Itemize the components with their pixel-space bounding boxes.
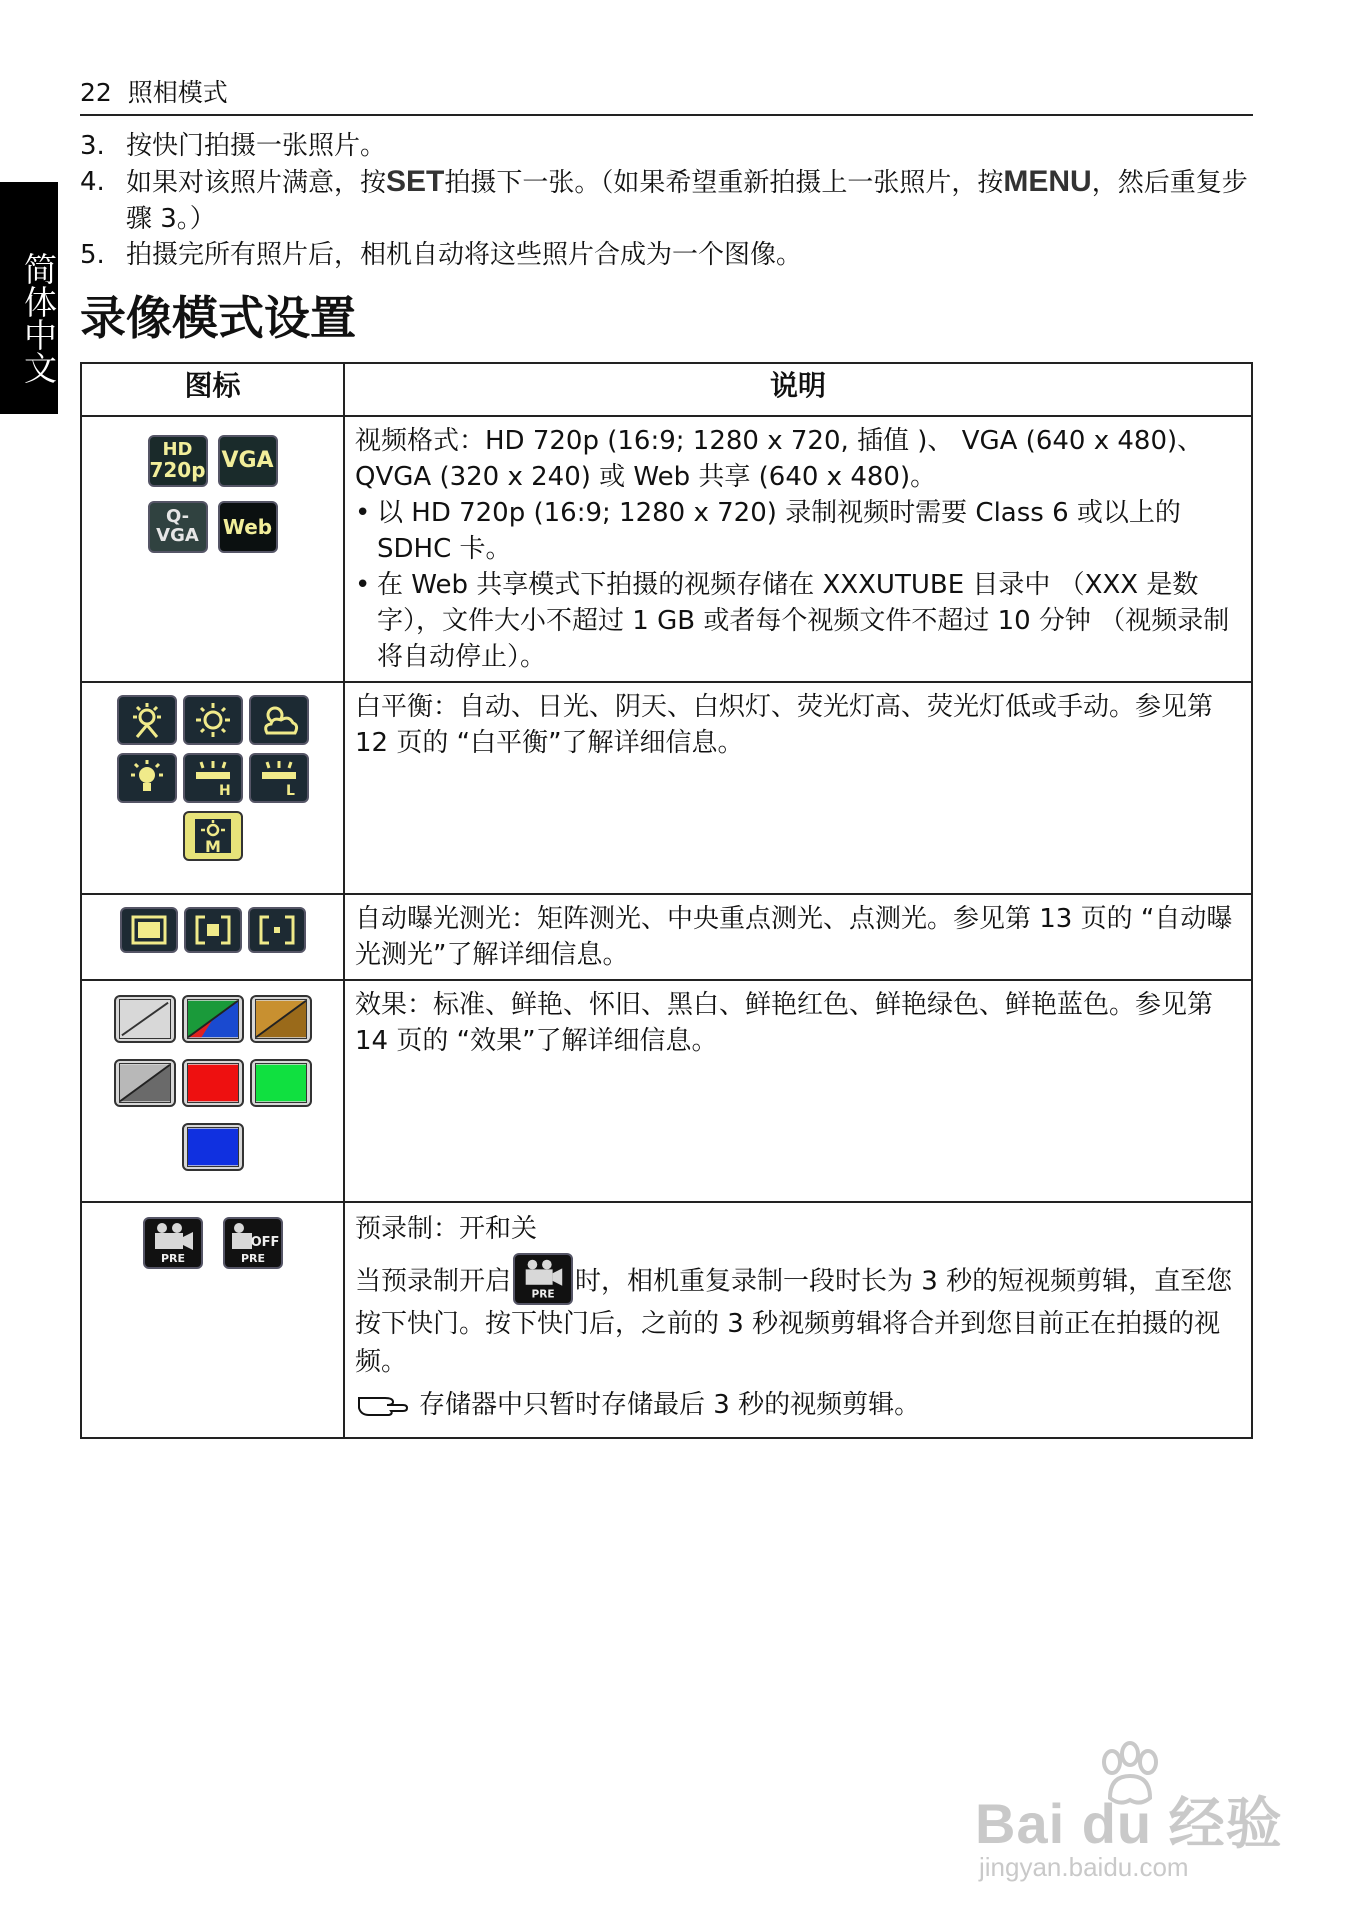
effect-sepia-icon <box>250 995 312 1043</box>
wb-manual-letter: M <box>204 837 221 855</box>
page-header <box>80 74 1253 116</box>
metering-description: 自动曝光测光：矩阵测光、中央重点测光、点测光。参见第 13 页的 “自动曝光测光”了解详细信息。 <box>344 894 1252 980</box>
prerecord-inline-icon <box>513 1253 573 1305</box>
qvga-icon: Q- VGA <box>148 501 208 553</box>
metering-icons <box>81 894 344 980</box>
step-3: 3. 按快门拍摄一张照片。 <box>80 131 387 161</box>
effect-vivid-icon <box>182 995 244 1043</box>
baidu-watermark <box>975 1740 1295 1900</box>
effect-vivid-blue-icon <box>182 1123 244 1171</box>
settings-table <box>80 362 1253 1439</box>
language-tab: 简体中文 <box>0 182 58 414</box>
table-row-metering <box>81 894 1252 980</box>
prerecord-paragraph: 当预录制开启 PRE 时，相机重复录制一段时长为 3 秒的短视频剪辑，直至您按下快门。按下快门后，之前的 3 秒视频剪辑将合并到您目前正在拍摄的视频。 <box>355 1259 1241 1381</box>
vga-icon: VGA <box>218 435 278 487</box>
table-header-row <box>81 363 1252 416</box>
effect-vivid-green-icon <box>250 1059 312 1107</box>
menu-key: MENU <box>1003 165 1092 198</box>
step-list <box>80 128 1260 273</box>
table-row-effects <box>81 980 1252 1202</box>
column-header-icon: 图标 <box>81 363 344 416</box>
wb-high-letter: H <box>218 783 231 797</box>
hd-720p-icon: HD 720p <box>148 435 208 487</box>
section-title: 录像模式设置 <box>80 291 356 345</box>
watermark-url: jingyan.baidu.com <box>979 1852 1189 1882</box>
table-row-white-balance <box>81 682 1252 894</box>
effect-icons <box>81 980 344 1202</box>
pointing-hand-icon <box>355 1390 411 1420</box>
white-balance-description: 白平衡：自动、日光、阴天、白炽灯、荧光灯高、荧光灯低或手动。参见第 12 页的 “白平衡”了解详细信息。 <box>344 682 1252 894</box>
format-bullet-1: • 以 HD 720p (16:9; 1280 x 720) 录制视频时需要 Class 6 或以上的 SDHC 卡。 <box>355 498 1181 564</box>
wb-fluorescent-high-icon <box>183 753 243 803</box>
table-row-video-format <box>81 416 1252 682</box>
svg-text:PRE: PRE <box>160 1252 185 1265</box>
wb-auto-icon <box>117 695 177 745</box>
step-4: 4. 如果对该照片满意，按SET拍摄下一张。（如果希望重新拍摄上一张照片，按MENU，然后重复步骤 3。） <box>80 165 1248 234</box>
step-5: 5. 拍摄完所有照片后，相机自动将这些照片合成为一个图像。 <box>80 240 803 270</box>
set-key: SET <box>386 165 445 198</box>
prerecord-on-icon <box>143 1217 203 1269</box>
format-description: 视频格式：HD 720p (16:9; 1280 x 720, 插值 )、 VGA (640 x 480)、 QVGA (320 x 240) 或 Web 共享 (640 x 480)。 • 以 HD 720p (16:9; 1280 x 720) 录制视频时需要 Class 6 或以上的 SDHC 卡。 • 在 Web 共享模式下拍摄的视频存储在 XXXUTUBE 目录中 （XXX 是数字），文件大小不超过 1 GB 或者每个视频文件不超过 10 分钟 （视频录制将自动停止）。 <box>344 416 1252 682</box>
web-icon: Web <box>218 501 278 553</box>
prerecord-icons <box>81 1202 344 1438</box>
wb-incandescent-icon <box>117 753 177 803</box>
white-balance-icons <box>81 682 344 894</box>
center-weighted-metering-icon <box>184 907 242 953</box>
page-number: 22 <box>80 78 112 107</box>
format-bullet-2: • 在 Web 共享模式下拍摄的视频存储在 XXXUTUBE 目录中 （XXX 是数字），文件大小不超过 1 GB 或者每个视频文件不超过 10 分钟 （视频录制将自动停止）。 <box>355 570 1230 672</box>
effect-normal-icon <box>114 995 176 1043</box>
table-row-prerecord <box>81 1202 1252 1438</box>
wb-fluorescent-low-icon <box>249 753 309 803</box>
prerecord-off-icon <box>223 1217 283 1269</box>
spot-metering-icon <box>248 907 306 953</box>
svg-text:OFF: OFF <box>250 1235 279 1250</box>
svg-text:PRE: PRE <box>240 1252 265 1265</box>
effects-description: 效果：标准、鲜艳、怀旧、黑白、鲜艳红色、鲜艳绿色、鲜艳蓝色。参见第 14 页的 “效果”了解详细信息。 <box>344 980 1252 1202</box>
matrix-metering-icon <box>120 907 178 953</box>
column-header-description: 说明 <box>344 363 1252 416</box>
svg-text:PRE: PRE <box>531 1288 555 1301</box>
effect-bw-icon <box>114 1059 176 1107</box>
header-section: 照相模式 <box>127 78 228 107</box>
format-icons <box>81 416 344 682</box>
wb-cloudy-icon <box>249 695 309 745</box>
watermark-brand: Bai du 经验 <box>975 1792 1283 1855</box>
wb-low-letter: L <box>285 783 295 797</box>
wb-manual-icon <box>183 811 243 861</box>
prerecord-note: 存储器中只暂时存储最后 3 秒的视频剪辑。 <box>355 1387 1241 1423</box>
prerecord-description: 预录制：开和关 当预录制开启 PRE 时，相机重复录制一段时长为 3 秒的短视频剪辑，直至您按下快门。按下快门后，之前的 3 秒视频剪辑将合并到您目前正在拍摄的视频。 存储器中只暂时存储最后 3 秒的视频剪辑。 <box>344 1202 1252 1438</box>
wb-daylight-icon <box>183 695 243 745</box>
effect-vivid-red-icon <box>182 1059 244 1107</box>
